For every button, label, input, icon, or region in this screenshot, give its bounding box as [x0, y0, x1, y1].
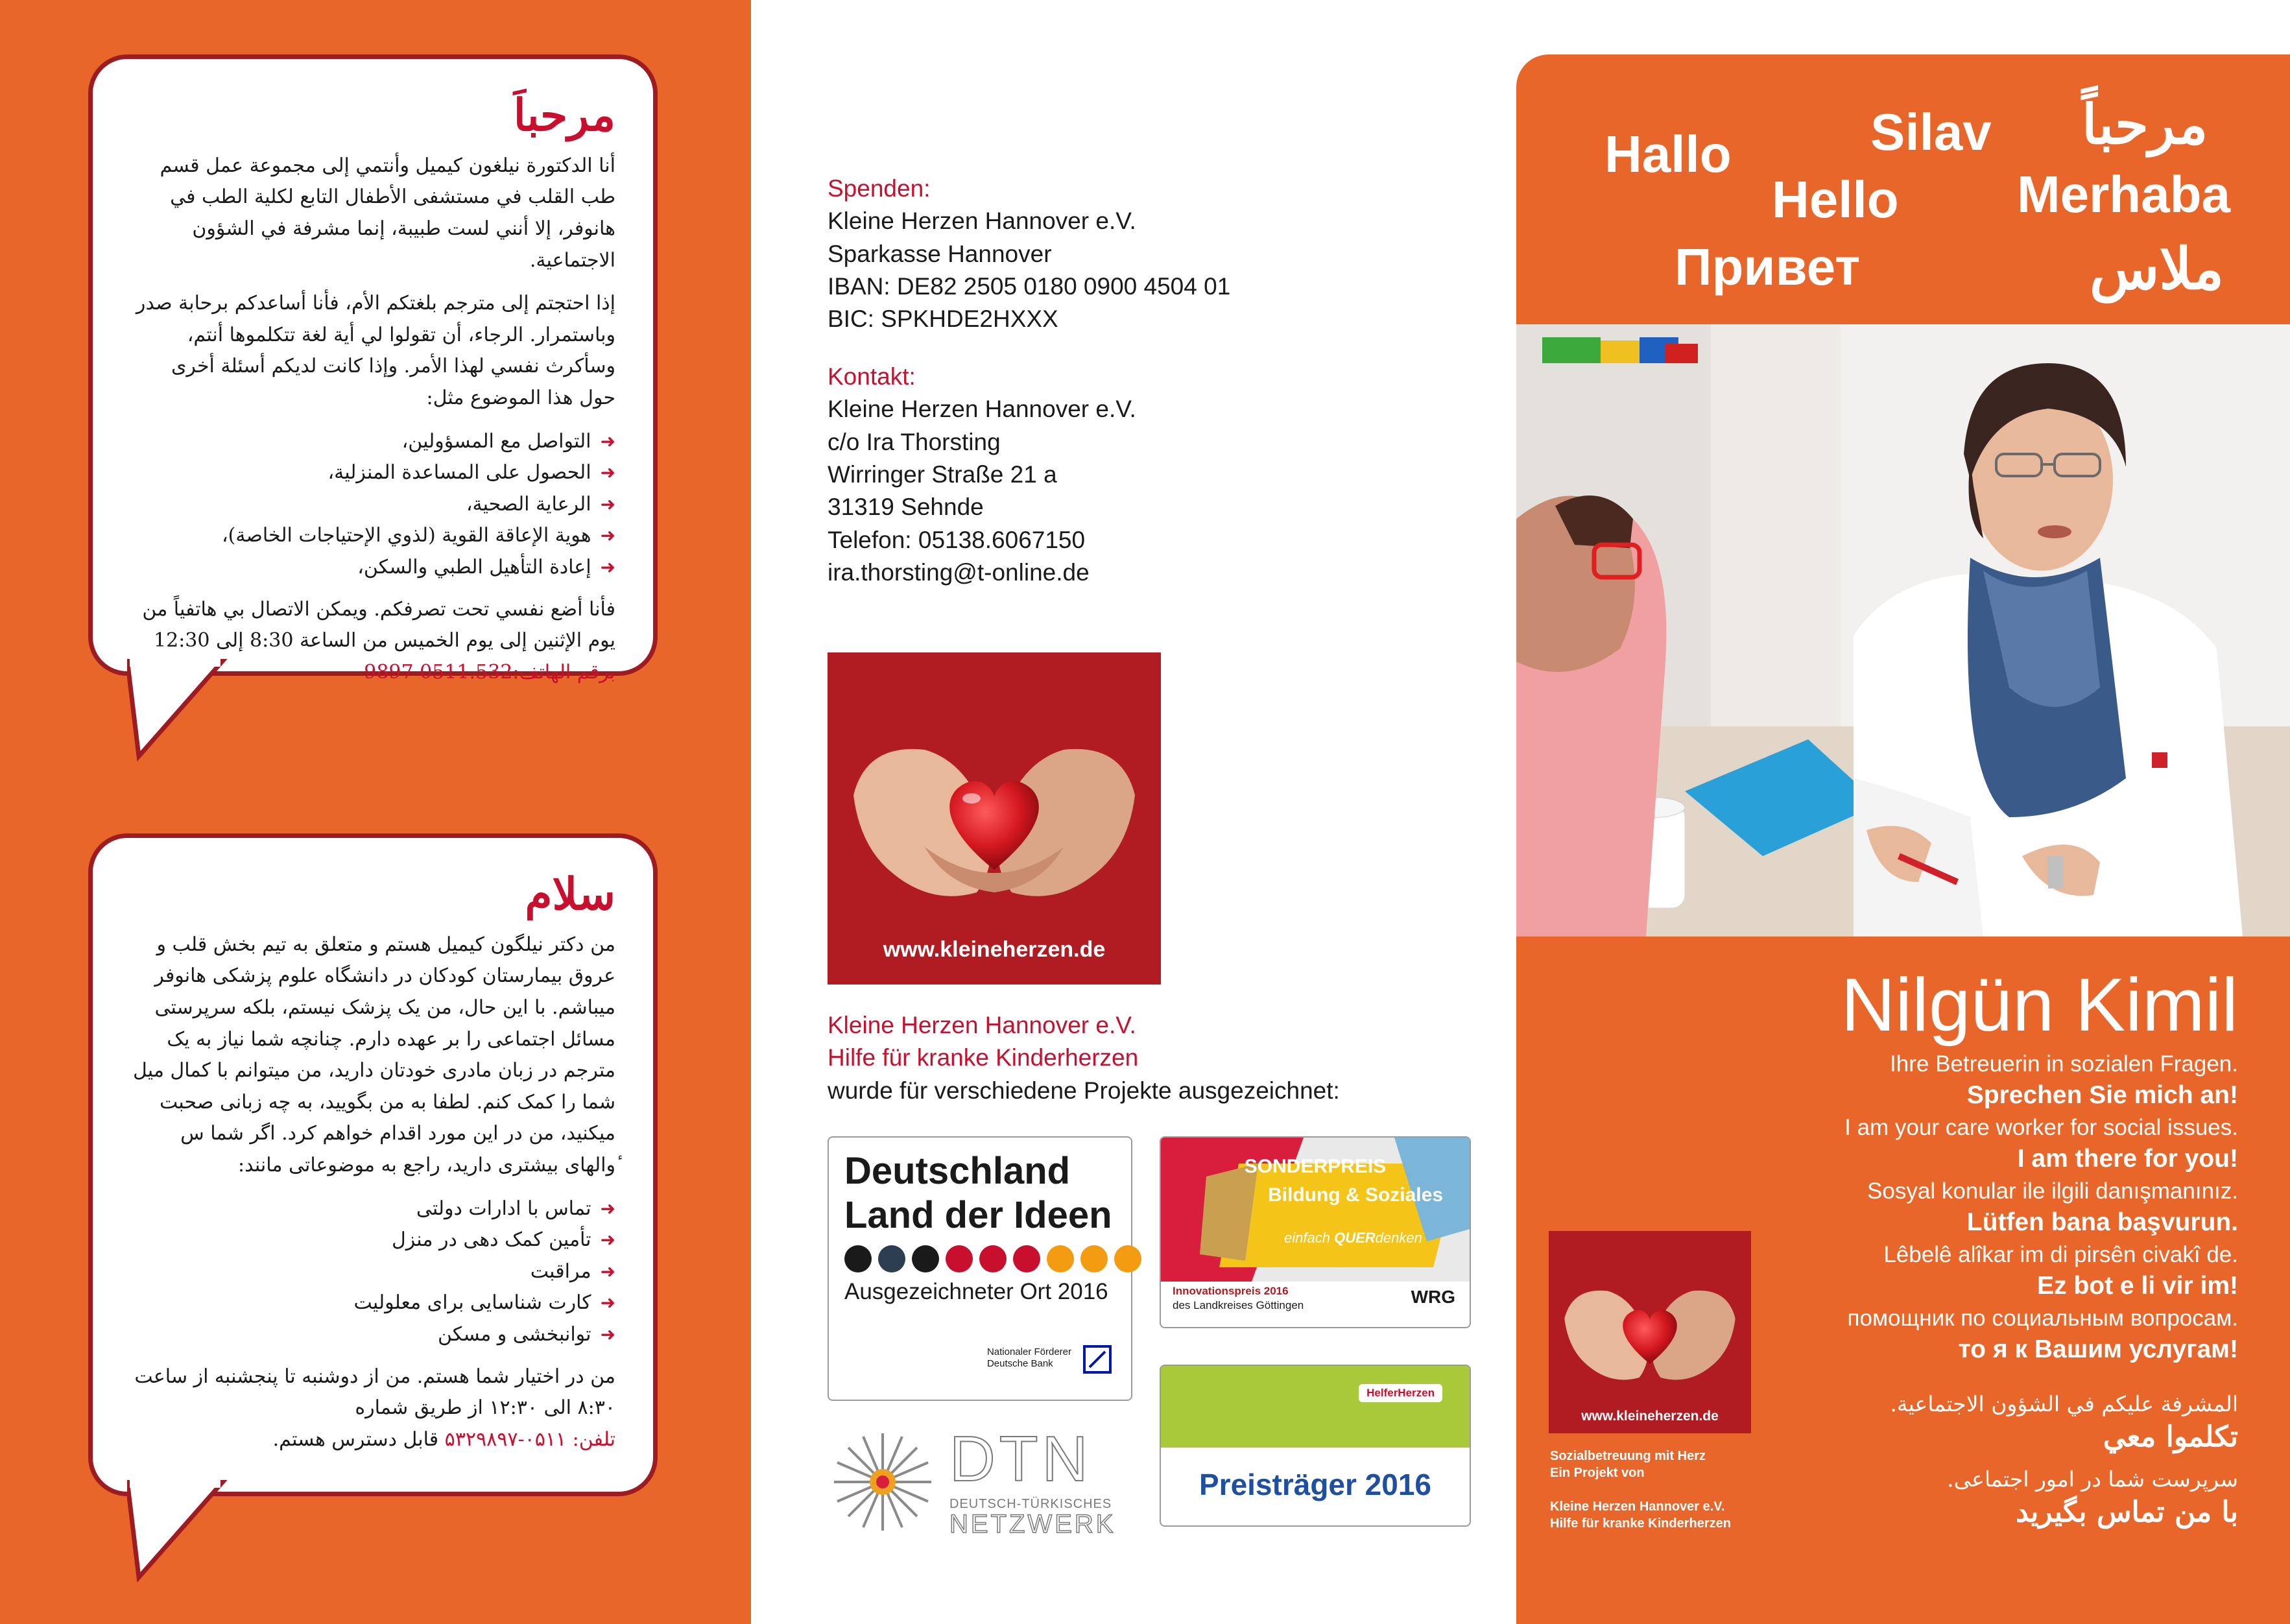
flower-dot [844, 1245, 872, 1272]
contact-panel [751, 0, 1516, 1624]
tagline-german: Ihre Betreuerin in sozialen Fragen. Sprechen Sie mich an! [1890, 1051, 2238, 1109]
arabic-bubble-title: مرحباَ [513, 90, 615, 141]
arabic-farsi-panel [0, 0, 751, 1624]
flower-dot [946, 1245, 973, 1272]
arabic-phone-number: 0511.532 9897 [364, 660, 513, 684]
arrow-icon: ➜ [600, 1323, 615, 1345]
tagline-turkish: Sosyal konular ile ilgili danışmanınız. Lütfen bana başvurun. [1867, 1178, 2238, 1236]
flower-dot [1080, 1245, 1108, 1272]
tagline-english: I am your care worker for social issues. I am there for you! [1844, 1115, 2238, 1173]
iban: IBAN: DE82 2505 0180 0900 4504 01 [828, 272, 1231, 300]
flower-dots-row [844, 1245, 1141, 1272]
project-credit: Sozialbetreuung mit Herz Ein Projekt von [1550, 1449, 1706, 1480]
list-item: ➜توانبخشی و مسکن [438, 1322, 615, 1346]
greeting-arabic: مرحباً [2082, 92, 2208, 156]
contact-line: Kleine Herzen Hannover e.V. [828, 396, 1136, 423]
donation-info [828, 173, 1230, 336]
contact-email[interactable]: ira.thorsting@t-online.de [828, 558, 1090, 586]
farsi-phone-number: ۰۵۱۱-۵۳۲۹۸۹۷ [444, 1427, 567, 1451]
dtn-subtitle: DEUTSCH-TÜRKISCHES [949, 1497, 1112, 1511]
list-item: ➜تأمین کمک دهی در منزل [391, 1228, 615, 1252]
list-item: ➜التواصل مع المسؤولين، [401, 429, 615, 453]
bic: BIC: SPKHDE2HXXX [828, 305, 1058, 333]
consultation-photo [1516, 324, 2290, 937]
sonderpreis-slogan: einfach QUERdenken [1284, 1230, 1422, 1246]
contact-line: c/o Ira Thorsting [828, 428, 1001, 455]
greeting-farsi: ملاس [2090, 235, 2224, 302]
person-name: Nilgün Kimil [1841, 962, 2238, 1047]
farsi-phone-label: تلفن: [572, 1427, 615, 1451]
badge-title: Deutschland Land der Ideen [844, 1150, 1112, 1237]
arrow-icon: ➜ [600, 556, 615, 578]
org-credit: Kleine Herzen Hannover e.V. Hilfe für kranke Kinderherzen [1550, 1499, 1731, 1531]
dtn-star-icon [828, 1427, 938, 1537]
kleine-herzen-logo [828, 652, 1161, 985]
flower-dot [912, 1245, 939, 1272]
arabic-help-text: إذا احتجتم إلى مترجم بلغتكم الأم، فأنا أساعدكم برحابة صدر وباستمرار. الرجاء، أن تقولوا لي أية لغة تتكلموها أنتم، وسأكرث نفسي لهذا الأمر. وإذا كانت لديكم أسئلة أخرى حول هذا الموضوع مثل: [136, 292, 615, 409]
farsi-bubble-title: سلام [525, 868, 615, 920]
contact-city: 31319 Sehnde [828, 494, 984, 521]
donation-line: Kleine Herzen Hannover e.V. [828, 208, 1136, 235]
list-item: ➜الرعاية الصحية، [466, 492, 615, 516]
speech-bubble-tail [127, 1480, 250, 1590]
farsi-phone-suffix: قابل دسترس هستم. [272, 1427, 439, 1451]
farsi-availability-text: من در اختیار شما هستم. من از دوشنبه تا پنجشنبه از ساعت ۸:۳۰ الی ۱۲:۳۰ از طریق شماره تلفن: ۰۵۱۱-۵۳۲۹۸۹۷ قابل دسترس هستم. [134, 1365, 615, 1451]
sonderpreis-subtitle: Bildung & Soziales [1267, 1184, 1444, 1206]
hands-heart-image [1549, 1231, 1751, 1406]
badge-caption: Ausgezeichneter Ort 2016 [844, 1279, 1108, 1304]
greeting-turkish: Merhaba [2017, 165, 2230, 223]
contact-phone[interactable]: Telefon: 05138.6067150 [828, 526, 1086, 553]
speech-bubble-tail [127, 659, 250, 769]
arrow-icon: ➜ [600, 1260, 615, 1282]
sonderpreis-badge [1160, 1136, 1471, 1328]
dtn-wordmark: DTN [949, 1423, 1092, 1494]
list-item: ➜إعادة التأهيل الطبي والسكن، [357, 555, 615, 579]
arabic-topic-list [130, 426, 615, 584]
list-item: ➜مراقبت [530, 1260, 615, 1283]
farsi-speech-bubble [88, 833, 658, 1496]
arabic-intro-text: أنا الدكتورة نيلغون كيميل وأنتمي إلى مجموعة عمل قسم طب القلب في مستشفى الأطفال التابع لكلية الطب في هانوفر، إلا أنني لست طبيبة، إنما مشرفة في الشؤون الاجتماعية. [160, 154, 615, 272]
tagline-kurdish: Lêbelê alîkar im di pirsên civakî de. Ez bot e li vir im! [1883, 1242, 2238, 1300]
flower-dot [979, 1245, 1007, 1272]
org-name: Kleine Herzen Hannover e.V. [828, 1012, 1136, 1038]
helferherzen-logo: HelferHerzen [1359, 1384, 1442, 1402]
arabic-speech-bubble [88, 54, 658, 684]
arrow-icon: ➜ [600, 462, 615, 484]
greeting-german: Hallo [1604, 125, 1732, 183]
arrow-icon: ➜ [600, 1229, 615, 1251]
helferherzen-banner [1161, 1366, 1470, 1448]
hands-heart-image [828, 652, 1161, 938]
kleine-herzen-mini-logo [1549, 1231, 1751, 1433]
flower-dot [1047, 1245, 1074, 1272]
donation-line: Sparkasse Hannover [828, 240, 1052, 267]
donation-label: Spenden: [828, 175, 931, 202]
contact-street: Wirringer Straße 21 a [828, 460, 1057, 488]
greeting-english: Hello [1772, 171, 1899, 228]
flower-dot [878, 1245, 905, 1272]
helferherzen-badge [1160, 1365, 1471, 1527]
farsi-intro-text: من دکتر نیلگون کیمیل هستم و متعلق به تیم بخش قلب و عروق بیمارستان کودکان در دانشگاه علوم پزشکی هانوفر میباشم. با این حال، من یک پزشک نیستم، بلکه سرپرستی مسائل اجتماعی را بر عهده دارم. چنانچه شما نیاز به یک مترجم در زبان مادری خودتان دارید، من میتوانم با کمال میل شما را کمک کنم. لطفا به من بگویید، به چه زبانی صحبت میکنید، من در این مورد اقدام خواهم کرد. اگر شما س ٔوالهای بیشتری دارید، راجع به موضوعاتی مانند: [133, 933, 615, 1176]
tagline-arabic: المشرفة عليكم في الشؤون الاجتماعية. تكلموا معي [1890, 1391, 2238, 1453]
tagline-russian: помощник по социальным вопросам. то я к Вашим услугам! [1847, 1306, 2238, 1363]
awards-intro [828, 1009, 1340, 1107]
sponsor-text: Nationaler Förderer Deutsche Bank [986, 1346, 1071, 1369]
greeting-kurdish: Silav [1870, 103, 1992, 161]
tagline-farsi: سرپرست شما در امور اجتماعی. با من تماس بگیرید [1947, 1466, 2238, 1529]
contact-label: Kontakt: [828, 363, 916, 390]
awards-caption: wurde für verschiedene Projekte ausgezeichnet: [828, 1077, 1340, 1104]
wrg-logo: WRG [1411, 1287, 1455, 1307]
website-url[interactable]: www.kleineherzen.de [1581, 1409, 1719, 1424]
arrow-icon: ➜ [600, 1197, 615, 1219]
contact-info [828, 361, 1136, 589]
flower-dot [1114, 1245, 1141, 1272]
arrow-icon: ➜ [600, 493, 615, 515]
sonderpreis-title: SONDERPREIS [1244, 1156, 1387, 1177]
dtn-logo [828, 1423, 1152, 1538]
website-url[interactable]: www.kleineherzen.de [883, 937, 1106, 962]
dtn-network-text: NETZWERK [949, 1510, 1116, 1538]
land-der-ideen-badge [828, 1136, 1132, 1401]
arrow-icon: ➜ [600, 430, 615, 452]
farsi-topic-list [130, 1193, 615, 1351]
arabic-availability-text: فأنا أضع نفسي تحت تصرفكم. ويمكن الاتصال بي هاتفياً من يوم الإثنين إلى يوم الخميس من الساعة 8:30 إلى 12:30 برقم الهاتف:0511.532 9897 [142, 597, 615, 684]
list-item: ➜تماس با ادارات دولتی [416, 1197, 615, 1220]
deutsche-bank-icon [1083, 1345, 1112, 1374]
arabic-phone-label: برقم الهاتف: [512, 660, 615, 684]
arrow-icon: ➜ [600, 1292, 615, 1314]
org-tagline: Hilfe für kranke Kinderherzen [828, 1044, 1139, 1071]
arrow-icon: ➜ [600, 525, 615, 547]
flower-dot [1013, 1245, 1040, 1272]
preistraeger-title: Preisträger 2016 [1199, 1468, 1432, 1501]
list-item: ➜الحصول على المساعدة المنزلية، [328, 461, 615, 484]
cover-panel [1516, 54, 2290, 1624]
sonderpreis-details: Innovationspreis 2016 des Landkreises Göttingen [1173, 1285, 1304, 1312]
list-item: ➜کارت شناسایی برای معلولیت [353, 1291, 615, 1315]
greeting-russian: Привет [1675, 238, 1861, 296]
list-item: ➜هوية الإعاقة القوية (لذوي الإحتياجات الخاصة)، [221, 524, 615, 547]
